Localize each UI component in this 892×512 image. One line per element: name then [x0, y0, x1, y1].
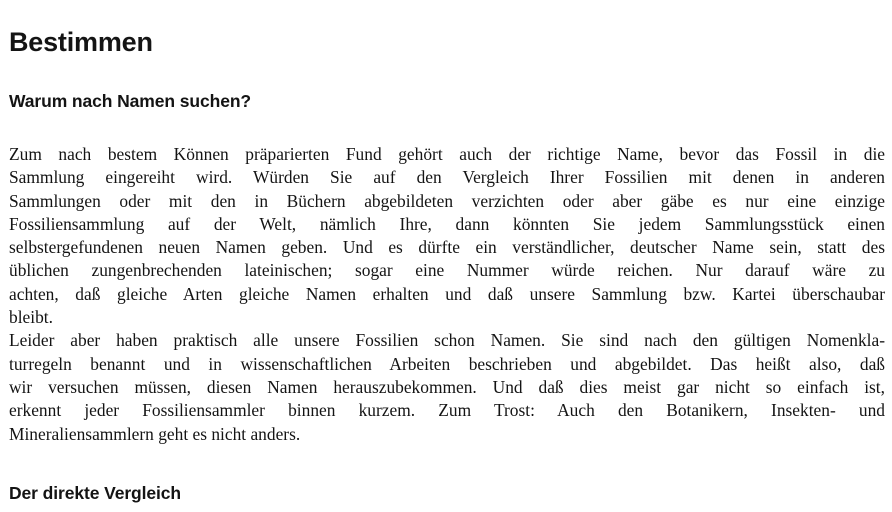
paragraph-1-line: selbstergefundenen neuen Namen geben. Und es dürfte ein verständlicher, deutscher Name sein, statt des [9, 237, 885, 258]
paragraph-1-line: achten, daß gleiche Arten gleiche Namen erhalten und daß unsere Sammlung bzw. Kartei überschaubar [9, 283, 885, 304]
paragraph-2-line: erkennt jeder Fossiliensammler binnen kurzem. Zum Trost: Auch den Botanikern, Insekten- und [9, 400, 885, 421]
section-heading-why-names: Warum nach Namen suchen? [9, 91, 252, 111]
paragraph-1-line: üblichen zungenbrechenden lateinischen; sogar eine Nummer würde reichen. Nur darauf wäre zu [9, 260, 885, 281]
paragraph-2-line: turregeln benannt und in wissenschaftlichen Arbeiten beschrieben und abgebildet. Das heißt also, daß [9, 353, 885, 374]
paragraph-2-line: Mineraliensammlern geht es nicht anders. [9, 423, 301, 444]
page-title: Bestimmen [9, 27, 153, 57]
paragraph-2-line: wir versuchen müssen, diesen Namen herauszubekommen. Und daß dies meist gar nicht so einfach ist, [9, 376, 885, 397]
paragraph-1-line: Sammlung eingereiht wird. Würden Sie auf den Vergleich Ihrer Fossilien mit denen in anderen [9, 167, 885, 188]
paragraph-1-line: Fossiliensammlung auf der Welt, nämlich Ihre, dann könnten Sie jedem Sammlungsstück einen [9, 213, 885, 234]
paragraph-2-line: Leider aber haben praktisch alle unsere Fossilien schon Namen. Sie sind nach den gültigen Nomenkla- [9, 330, 885, 351]
body-text [9, 143, 885, 446]
section-heading-direct-comparison: Der direkte Vergleich [9, 483, 182, 503]
paragraph-1-line: Sammlungen oder mit den in Büchern abgebildeten verzichten oder aber gäbe es nur eine einzige [9, 190, 885, 211]
paragraph-1-line: Zum nach bestem Können präparierten Fund gehört auch der richtige Name, bevor das Fossil in die [9, 144, 885, 164]
paragraph-1-line: bleibt. [9, 307, 53, 328]
